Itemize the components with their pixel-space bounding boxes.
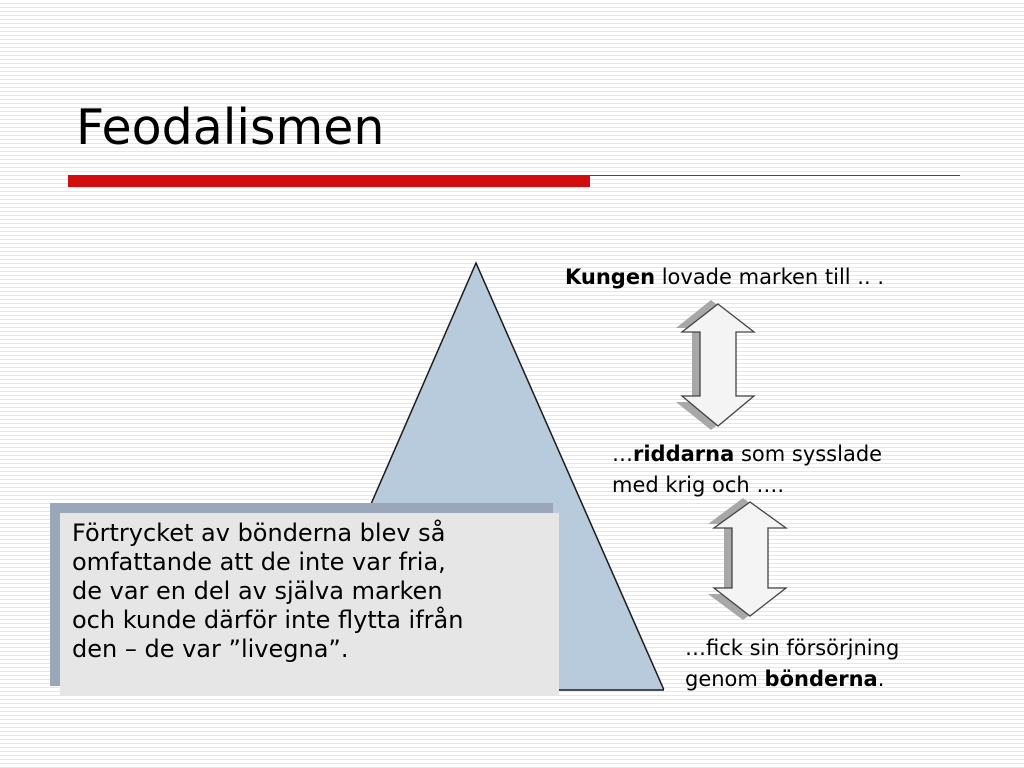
king-label-bold: Kungen bbox=[565, 265, 656, 289]
king-label-text: lovade marken till .. . bbox=[655, 265, 885, 289]
knights-label-line2: med krig och …. bbox=[612, 473, 785, 497]
note-box bbox=[60, 513, 559, 695]
double-arrow-icon bbox=[708, 496, 792, 622]
knights-label-prefix: … bbox=[612, 442, 633, 466]
king-label bbox=[565, 262, 884, 293]
peasants-label-bold: bönderna bbox=[764, 667, 878, 691]
note-line: och kunde därför inte flytta ifrån bbox=[72, 606, 464, 634]
double-arrow-icon bbox=[676, 298, 760, 432]
note-line: Förtrycket av bönderna blev så bbox=[72, 519, 446, 547]
note-line: omfattande att de inte var fria, bbox=[72, 548, 446, 576]
note-line: de var en del av själva marken bbox=[72, 577, 443, 605]
peasants-label bbox=[685, 633, 899, 695]
peasants-label-suffix: . bbox=[877, 667, 885, 691]
knights-label-bold: riddarna bbox=[633, 442, 735, 466]
note-line: den – de var ”livegna”. bbox=[72, 635, 349, 663]
peasants-label-prefix: genom bbox=[685, 667, 765, 691]
knights-label-text: som sysslade bbox=[734, 442, 883, 466]
knights-label bbox=[612, 439, 882, 501]
peasants-label-line1: …fick sin försörjning bbox=[685, 636, 900, 660]
slide-title: Feodalismen bbox=[76, 99, 385, 156]
